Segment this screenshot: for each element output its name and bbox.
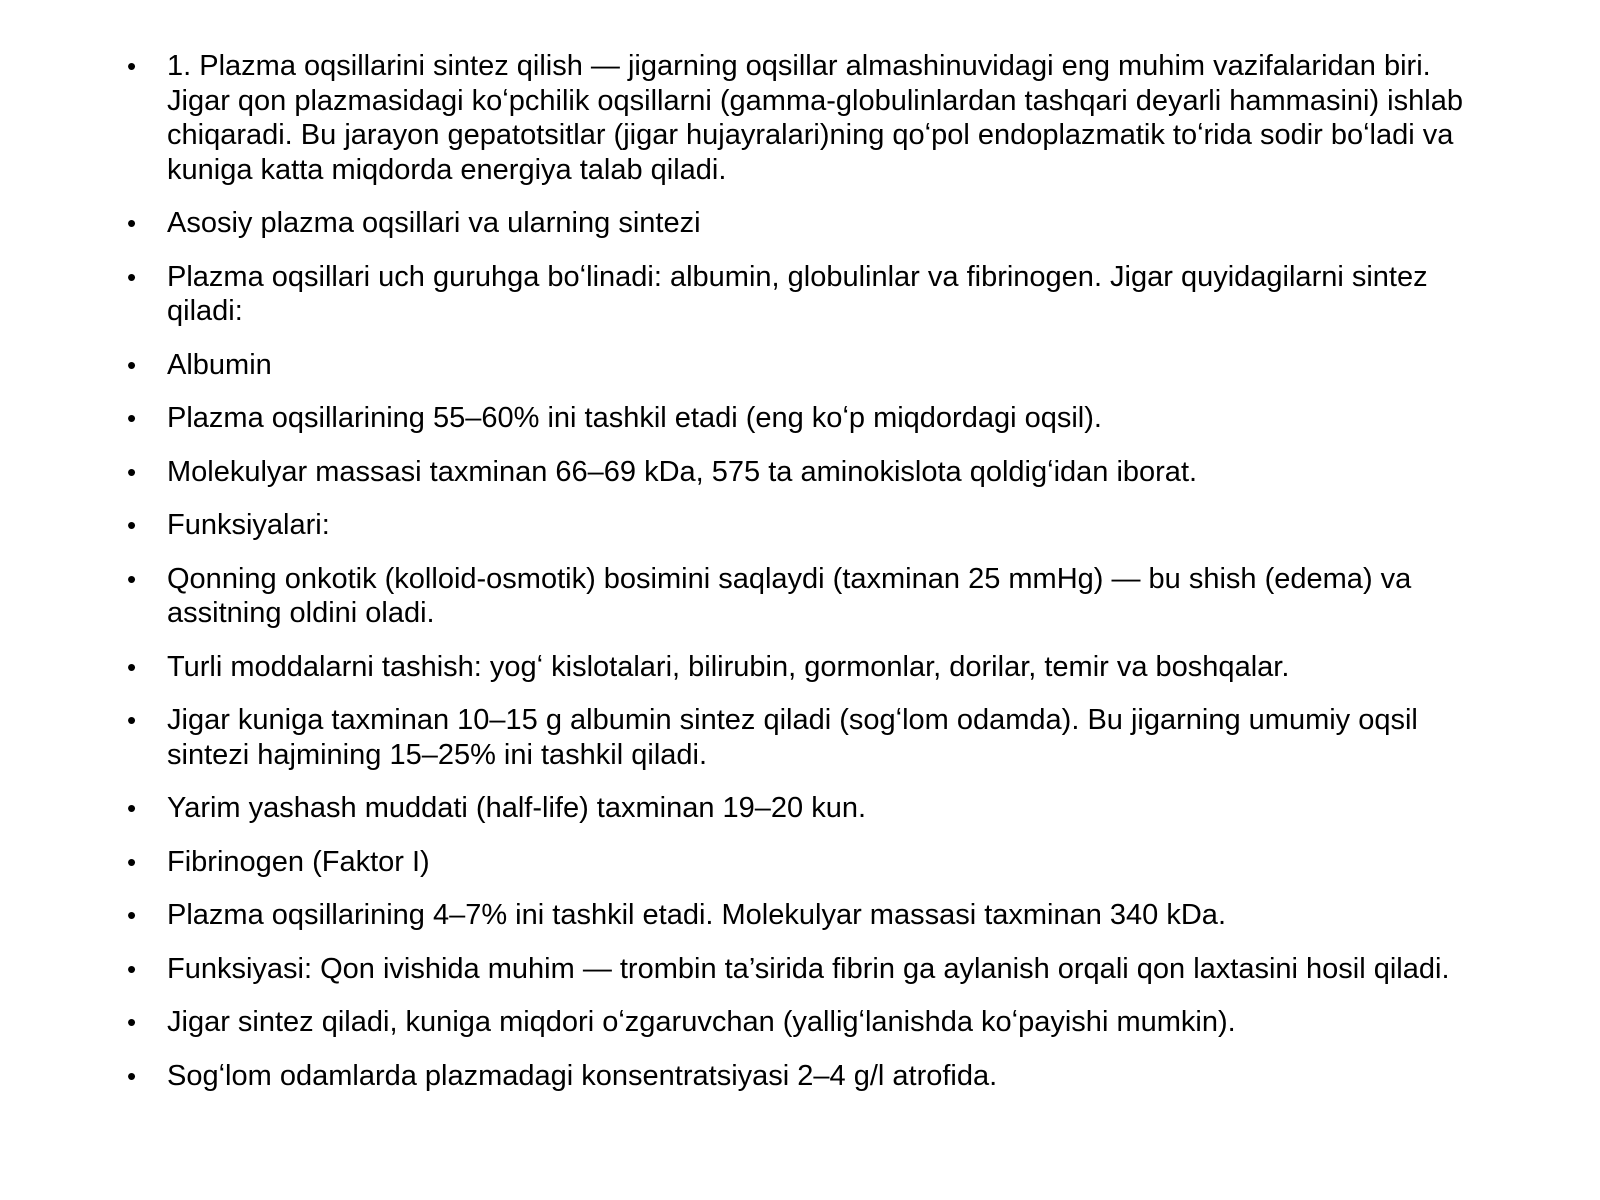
bullet-icon: •	[127, 403, 137, 433]
list-item	[127, 1059, 1487, 1094]
bullet-text: 1. Plazma oqsillarini sintez qilish — jigarning oqsillar almashinuvidagi eng muhim vazifalaridan biri. Jigar qon plazmasidagi koʻpchilik oqsillarni (gamma-globulinlardan tashqari deyarli hammasini) ishlab chiqaradi. Bu jarayon gepatotsitlar (jigar hujayralari)ning qoʻpol endoplazmatik toʻrida sodir boʻladi va kuniga katta miqdorda energiya talab qiladi.	[167, 50, 1463, 186]
bullet-text: Fibrinogen (Faktor I)	[167, 845, 430, 878]
bullet-icon: •	[127, 563, 137, 594]
list-item	[127, 845, 1487, 880]
bullet-text: Plazma oqsillarining 4–7% ini tashkil etadi. Molekulyar massasi taxminan 340 kDa.	[167, 899, 1226, 931]
bullet-icon: •	[127, 953, 137, 984]
bullet-icon: •	[127, 846, 137, 877]
bullet-icon: •	[127, 900, 137, 930]
bullet-text: Plazma oqsillarining 55–60% ini tashkil etadi (eng koʻp miqdordagi oqsil).	[167, 402, 1102, 434]
bullet-text: Jigar sintez qiladi, kuniga miqdori oʻzgaruvchan (yalligʻlanishda koʻpayishi mumkin).	[167, 1006, 1236, 1038]
bullet-icon: •	[127, 793, 137, 823]
bullet-icon: •	[127, 651, 137, 682]
bullet-text: Plazma oqsillari uch guruhga boʻlinadi: albumin, globulinlar va fibrinogen. Jigar quyidagilarni sintez qiladi:	[167, 260, 1428, 327]
bullet-text: Molekulyar massasi taxminan 66–69 kDa, 575 ta aminokislota qoldigʻidan iborat.	[167, 455, 1198, 488]
bullet-icon: •	[127, 456, 137, 487]
list-item	[127, 791, 1487, 826]
list-item	[127, 455, 1487, 490]
bullet-icon: •	[127, 705, 137, 735]
list-item	[127, 49, 1487, 187]
bullet-text: Yarim yashash muddati (half-life) taxminan 19–20 kun.	[167, 792, 867, 824]
list-item	[127, 562, 1487, 631]
list-item	[127, 703, 1487, 772]
bullet-text: Turli moddalarni tashish: yogʻ kislotalari, bilirubin, gormonlar, dorilar, temir va boshqalar.	[167, 650, 1290, 683]
bullet-icon: •	[127, 51, 137, 81]
bullet-icon: •	[127, 1007, 137, 1037]
list-item	[127, 206, 1487, 241]
list-item	[127, 952, 1487, 987]
bullet-text: Funksiyasi: Qon ivishida muhim — trombin ta’sirida fibrin ga aylanish orqali qon laxtasini hosil qiladi.	[167, 952, 1450, 985]
list-item	[127, 508, 1487, 543]
bullet-list	[127, 49, 1487, 1112]
list-item	[127, 1005, 1487, 1040]
bullet-text: Albumin	[167, 348, 272, 381]
bullet-text: Qonning onkotik (kolloid-osmotik) bosimini saqlaydi (taxminan 25 mmHg) — bu shish (edema) va assitning oldini oladi.	[167, 562, 1412, 629]
bullet-icon: •	[127, 261, 137, 292]
bullet-text: Jigar kuniga taxminan 10–15 g albumin sintez qiladi (sogʻlom odamda). Bu jigarning umumiy oqsil sintezi hajmining 15–25% ini tashkil qiladi.	[167, 704, 1418, 771]
list-item	[127, 898, 1487, 933]
bullet-text: Asosiy plazma oqsillari va ularning sintezi	[167, 207, 701, 239]
bullet-icon: •	[127, 510, 137, 540]
bullet-icon: •	[127, 208, 137, 238]
bullet-icon: •	[127, 1060, 137, 1091]
list-item	[127, 650, 1487, 685]
bullet-text: Funksiyalari:	[167, 509, 330, 541]
bullet-icon: •	[127, 349, 137, 380]
list-item	[127, 401, 1487, 436]
bullet-text: Sogʻlom odamlarda plazmadagi konsentratsiyasi 2–4 g/l atrofida.	[167, 1059, 998, 1092]
list-item	[127, 260, 1487, 329]
list-item	[127, 348, 1487, 383]
